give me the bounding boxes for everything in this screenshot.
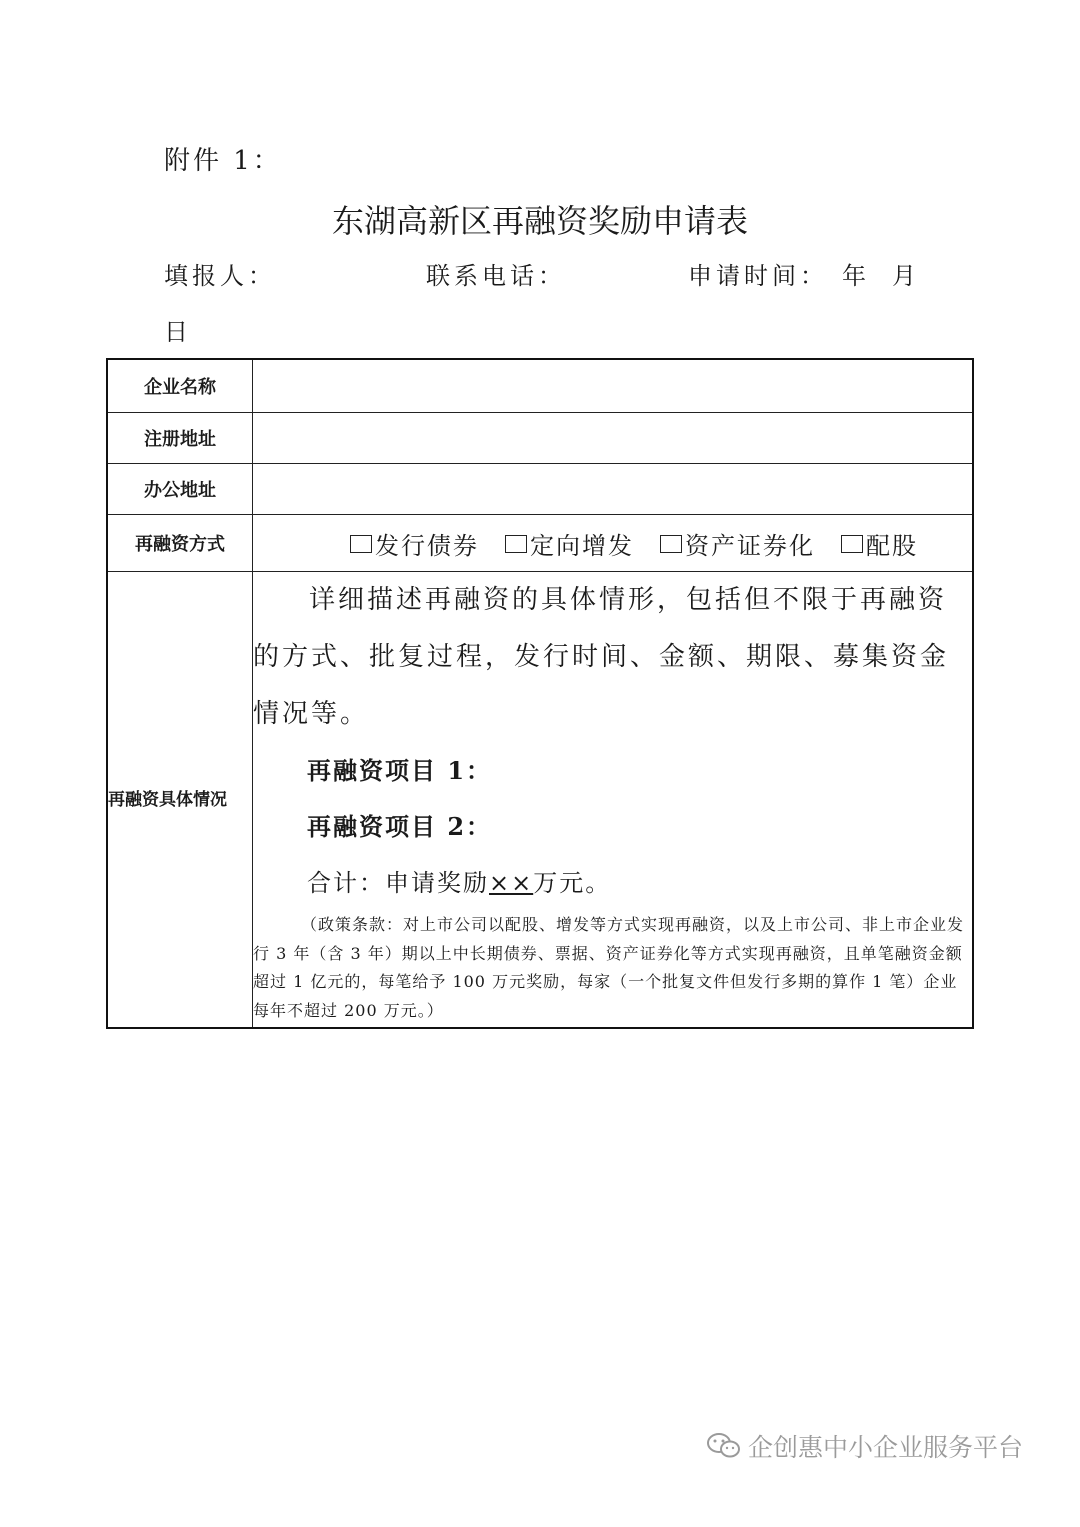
apply-time-label: 申请时间： <box>688 262 828 290</box>
method-option-label: 发行债券 <box>375 531 479 560</box>
watermark-text: 企创惠中小企业服务平台 <box>748 1433 1024 1462</box>
project-1-label: 再融资项目 1： <box>307 756 493 785</box>
office-address-label: 办公地址 <box>107 464 253 515</box>
refinancing-method-options <box>253 515 974 572</box>
day-label: 日 <box>164 318 188 346</box>
registered-address-label: 注册地址 <box>107 413 253 464</box>
policy-note: （政策条款：对上市公司以配股、增发等方式实现再融资，以及上市公司、非上市企业发行 3 年（含 3 年）期以上中长期债券、票据、资产证券化等方式实现再融资，且单笔融资金额超过 1 亿元的，每笔给予 100 万元奖励，每家（一个批复文件但发行多期的算作 1 笔）企业每年不超过 200 万元。） <box>253 915 965 1020</box>
refinancing-method-label: 再融资方式 <box>107 515 253 572</box>
checkbox-icon[interactable] <box>660 535 682 553</box>
table-row-refinancing-method <box>107 515 973 572</box>
total-line <box>307 855 972 911</box>
page-title: 东湖高新区再融资奖励申请表 <box>331 202 748 240</box>
phone-label: 联系电话： <box>426 262 566 290</box>
refinancing-details-label: 再融资具体情况 <box>107 572 253 1029</box>
method-option-label: 配股 <box>866 531 918 560</box>
method-option-label: 定向增发 <box>530 531 634 560</box>
table-row-office-address <box>107 464 973 515</box>
method-option-bond[interactable] <box>350 526 479 561</box>
method-option-private-placement[interactable] <box>505 526 634 561</box>
method-option-securitization[interactable] <box>660 526 815 561</box>
table-row-refinancing-details <box>107 572 973 1029</box>
application-form-table <box>106 358 974 1029</box>
project-2-label: 再融资项目 2： <box>307 812 493 841</box>
filler-label: 填报人： <box>164 262 276 290</box>
watermark <box>706 1428 1023 1464</box>
table-row-registered-address <box>107 413 973 464</box>
checkbox-icon[interactable] <box>350 535 372 553</box>
table-row-company-name <box>107 359 973 413</box>
month-label: 月 <box>892 262 920 290</box>
company-name-label: 企业名称 <box>107 359 253 413</box>
total-amount[interactable]: ×× <box>489 869 534 897</box>
checkbox-icon[interactable] <box>505 535 527 553</box>
details-description: 详细描述再融资的具体情形，包括但不限于再融资的方式、批复过程，发行时间、金额、期限、募集资金情况等。 <box>253 585 950 729</box>
method-option-label: 资产证券化 <box>685 531 815 560</box>
registered-address-field[interactable] <box>253 413 974 464</box>
total-suffix: 万元。 <box>533 869 612 897</box>
refinancing-details-field[interactable] <box>253 572 974 1029</box>
wechat-icon <box>706 1431 742 1461</box>
total-prefix: 合计：申请奖励 <box>307 869 489 897</box>
office-address-field[interactable] <box>253 464 974 515</box>
year-label: 年 <box>842 262 870 290</box>
method-option-rights-issue[interactable] <box>841 526 918 561</box>
attachment-label: 附件 1： <box>164 146 282 176</box>
checkbox-icon[interactable] <box>841 535 863 553</box>
company-name-field[interactable] <box>253 359 974 413</box>
